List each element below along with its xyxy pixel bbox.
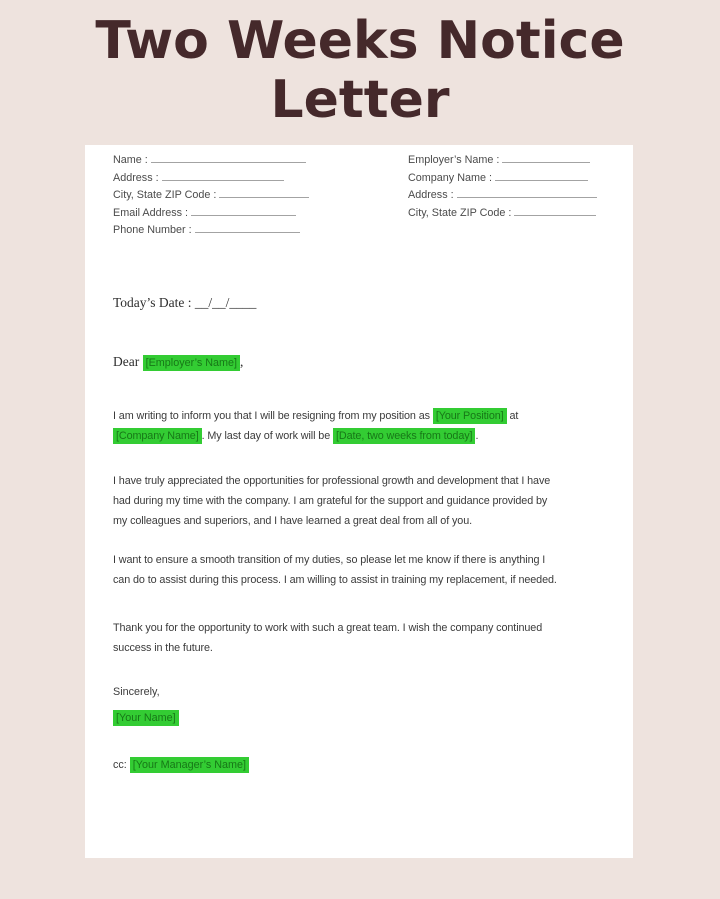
employer-name-placeholder: [Employer’s Name]: [143, 355, 240, 371]
field-label: Address :: [113, 171, 159, 184]
paragraph-gratitude: [113, 471, 606, 531]
last-day-placeholder: [Date, two weeks from today]: [333, 428, 475, 444]
paragraph-line: my colleagues and superiors, and I have learned a great deal from all of you.: [113, 514, 473, 527]
field-row: [113, 170, 408, 188]
letter-page: [85, 145, 633, 858]
salutation: [113, 352, 606, 373]
field-row: [408, 205, 606, 223]
field-blank-line: [151, 153, 306, 163]
field-blank-line: [502, 153, 590, 163]
salutation-suffix: ,: [240, 353, 244, 369]
field-label: City, State ZIP Code :: [408, 206, 512, 219]
cc-line: [113, 756, 606, 775]
field-label: Employer’s Name :: [408, 154, 500, 166]
field-label: Name :: [113, 154, 148, 166]
company-name-placeholder: [Company Name]: [113, 428, 202, 444]
paragraph-line: [113, 406, 606, 426]
paragraph-line: can do to assist during this process. I am willing to assist in training my replacement, if needed.: [113, 573, 557, 586]
field-label: City, State ZIP Code :: [113, 189, 217, 201]
paragraph-text: . My last day of work will be: [201, 429, 334, 442]
paragraph-text: at: [506, 409, 519, 422]
paragraph-thanks: [113, 618, 606, 658]
contact-fields: [113, 152, 606, 240]
field-blank-line: [495, 171, 588, 181]
paragraph-line: success in the future.: [113, 641, 213, 654]
title-line-1: Two Weeks Notice: [95, 11, 625, 71]
field-row: [408, 152, 606, 170]
date-line: Today’s Date : __/__/____: [113, 294, 257, 310]
field-blank-line: [195, 223, 300, 233]
cc-label: cc:: [113, 758, 130, 771]
paragraph-text: .: [475, 429, 479, 442]
your-position-placeholder: [Your Position]: [433, 408, 507, 424]
field-row: [408, 170, 606, 188]
field-row: [113, 187, 408, 205]
field-row: [408, 187, 606, 205]
paragraph-text: I am writing to inform you that I will be resigning from my position as: [113, 409, 433, 422]
field-label: Phone Number :: [113, 224, 192, 236]
field-blank-line: [191, 206, 296, 216]
signature-line: [113, 707, 606, 726]
paragraph-line: had during my time with the company. I am grateful for the support and guidance provided by: [113, 494, 548, 507]
field-row: [113, 222, 408, 240]
salutation-prefix: Dear: [113, 353, 143, 369]
recipient-column: [408, 152, 606, 240]
paragraph-line: I have truly appreciated the opportunities for professional growth and development that I have: [113, 474, 551, 487]
title-line-2: Letter: [270, 70, 450, 130]
page-title: [0, 12, 720, 130]
field-label: Email Address :: [113, 206, 189, 219]
your-name-placeholder: [Your Name]: [113, 710, 179, 726]
field-label: Address :: [408, 189, 454, 201]
field-row: [113, 152, 408, 170]
field-blank-line: [162, 171, 284, 181]
field-blank-line: [457, 188, 597, 198]
field-blank-line: [514, 206, 596, 216]
paragraph-line: Thank you for the opportunity to work with such a great team. I wish the company continued: [113, 621, 543, 634]
paragraph-resignation: [113, 406, 606, 446]
sender-column: [113, 152, 408, 240]
field-blank-line: [219, 188, 309, 198]
paragraph-line: [113, 426, 606, 446]
closing: Sincerely,: [113, 685, 160, 698]
manager-name-placeholder: [Your Manager’s Name]: [130, 757, 249, 773]
field-row: [113, 205, 408, 223]
field-label: Company Name :: [408, 171, 493, 184]
paragraph-line: I want to ensure a smooth transition of my duties, so please let me know if there is anything I: [113, 553, 546, 566]
paragraph-transition: [113, 550, 606, 590]
